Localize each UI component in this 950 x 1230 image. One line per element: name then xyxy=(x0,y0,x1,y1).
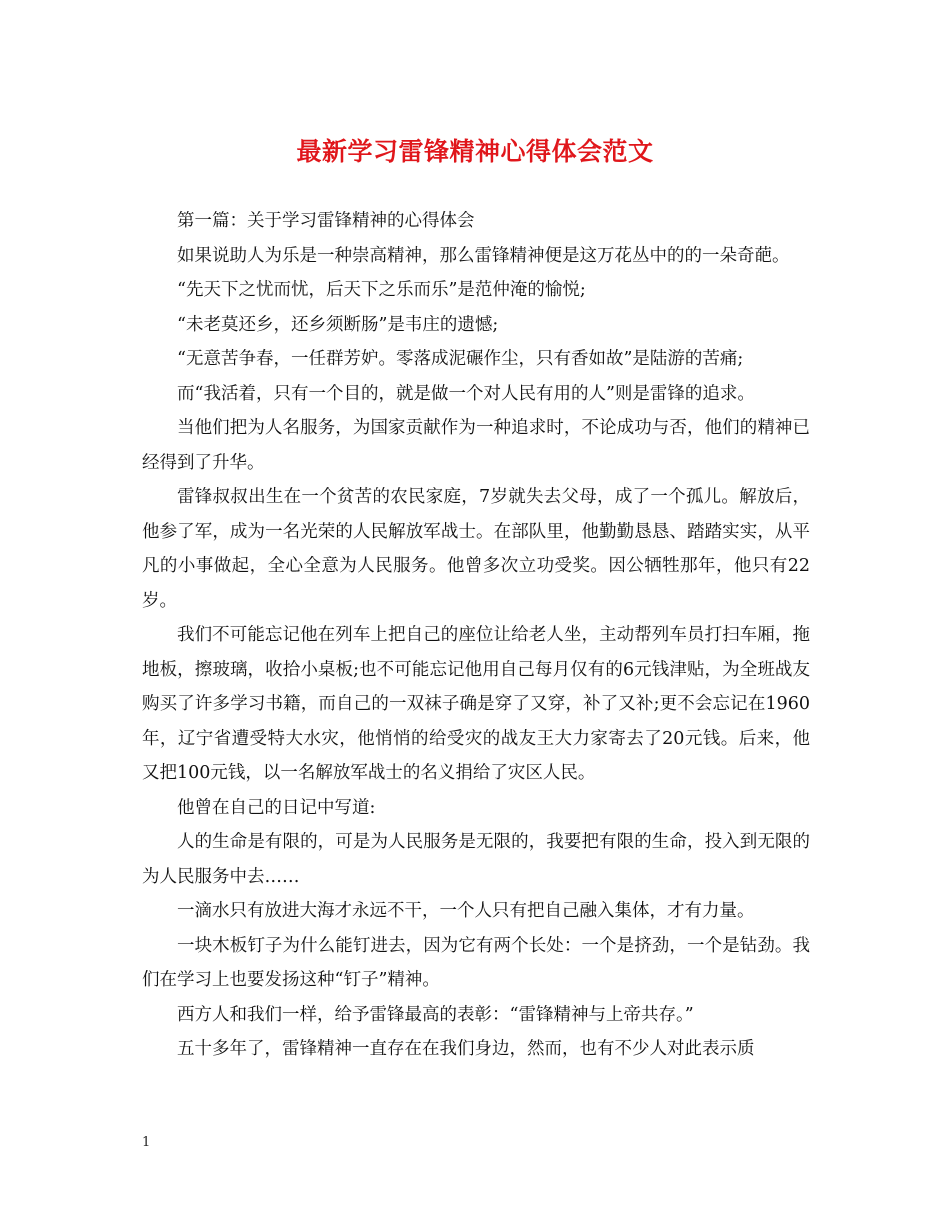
document-body xyxy=(142,204,810,1067)
paragraph: 西方人和我们一样，给予雷锋最高的表彰：“雷锋精神与上帝共存。” xyxy=(177,1004,694,1025)
paragraph: “未老莫还乡，还乡须断肠”是韦庄的遗憾; xyxy=(177,314,499,335)
paragraph: 一滴水只有放进大海才永远不干，一个人只有把自己融入集体，才有力量。 xyxy=(177,901,755,921)
section-heading: 第一篇：关于学习雷锋精神的心得体会 xyxy=(177,211,475,231)
page-number: 1 xyxy=(142,1135,151,1150)
paragraph: 他曾在自己的日记中写道: xyxy=(177,797,376,818)
paragraph: 如果说助人为乐是一种崇高精神，那么雷锋精神便是这万花丛中的的一朵奇葩。 xyxy=(177,245,790,266)
paragraph: 雷锋叔叔出生在一个贫苦的农民家庭，7岁就失去父母，成了一个孤儿。解放后，他参了军，成为一名光荣的人民解放军战士。在部队里，他勤勤恳恳、踏踏实实，从平凡的小事做起，全心全意为人民服务。他曾多次立功受奖。因公牺牲那年，他只有22岁。 xyxy=(142,487,810,611)
paragraph: 一块木板钉子为什么能钉进去，因为它有两个长处：一个是挤劲，一个是钻劲。我们在学习上也要发扬这种“钉子”精神。 xyxy=(142,935,810,990)
paragraph: 当他们把为人名服务，为国家贡献作为一种追求时，不论成功与否，他们的精神已经得到了升华。 xyxy=(142,418,810,473)
paragraph: 五十多年了，雷锋精神一直存在在我们身边，然而，也有不少人对此表示质 xyxy=(177,1039,755,1059)
paragraph: 而“我活着，只有一个目的，就是做一个对人民有用的人”则是雷锋的追求。 xyxy=(177,383,755,404)
paragraph: 我们不可能忘记他在列车上把自己的座位让给老人坐，主动帮列车员打扫车厢，拖地板，擦玻璃，收拾小桌板;也不可能忘记他用自己每月仅有的6元钱津贴，为全班战友购买了许多学习书籍，而自己的一双袜子确是穿了又穿，补了又补;更不会忘记在1960年，辽宁省遭受特大水灾，他悄悄的给受灾的战友王大力家寄去了20元钱。后来，他又把100元钱，以一名解放军战士的名义捐给了灾区人民。 xyxy=(142,625,810,783)
document-title: 最新学习雷锋精神心得体会范文 xyxy=(296,137,654,166)
paragraph: “先天下之忧而忧，后天下之乐而乐”是范仲淹的愉悦; xyxy=(177,280,586,300)
paragraph: “无意苦争春，一任群芳妒。零落成泥碾作尘，只有香如故”是陆游的苦痛; xyxy=(177,349,744,369)
paragraph: 人的生命是有限的，可是为人民服务是无限的，我要把有限的生命，投入到无限的为人民服务中去…… xyxy=(142,832,810,887)
